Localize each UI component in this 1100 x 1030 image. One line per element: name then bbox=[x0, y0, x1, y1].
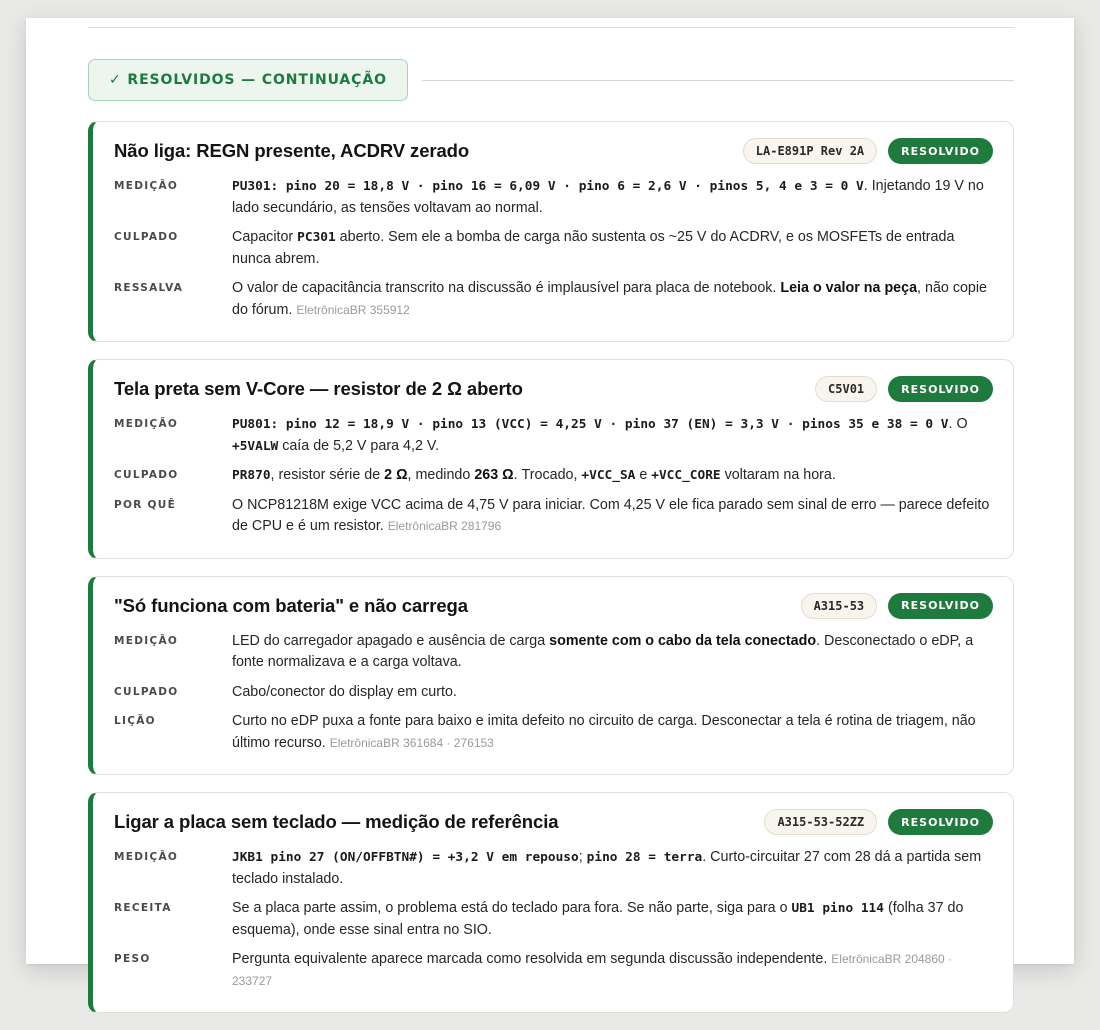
body-text: , medindo bbox=[407, 467, 475, 483]
body-text: caía de 5,2 V para 4,2 V. bbox=[278, 437, 440, 454]
field-text bbox=[232, 227, 993, 270]
field-text bbox=[232, 176, 993, 219]
case-card-header bbox=[114, 376, 993, 402]
measurement-code: UB1 pino 114 bbox=[791, 901, 884, 916]
status-badge: RESOLVIDO bbox=[888, 809, 993, 835]
case-field-row bbox=[114, 898, 993, 941]
case-field-row bbox=[114, 847, 993, 890]
body-text: O NCP81218M exige VCC acima de 4,75 V para iniciar. Com 4,25 V ele fica parado sem sinal de erro — parece defeito de CPU e é um resistor. bbox=[232, 496, 990, 534]
section-title: ✓ RESOLVIDOS — CONTINUAÇÃO bbox=[88, 59, 408, 101]
case-card-header bbox=[114, 138, 993, 164]
case-card bbox=[88, 792, 1014, 1013]
field-text bbox=[232, 682, 993, 704]
status-badge: RESOLVIDO bbox=[888, 593, 993, 619]
field-label: MEDIÇÃO bbox=[114, 418, 179, 430]
section-header bbox=[88, 59, 1014, 101]
emphasis-text: 2 Ω bbox=[384, 467, 408, 483]
case-title: Ligar a placa sem teclado — medição de referência bbox=[114, 811, 559, 832]
body-text: (folha 37 do esquema), onde esse sinal entra no SIO. bbox=[232, 900, 964, 938]
case-card-header bbox=[114, 809, 993, 835]
body-text: ; bbox=[578, 849, 587, 865]
top-divider bbox=[88, 27, 1014, 28]
field-label: MEDIÇÃO bbox=[114, 634, 179, 647]
field-text bbox=[232, 278, 993, 321]
case-field-row bbox=[114, 949, 993, 992]
case-list bbox=[88, 121, 1014, 1030]
field-text bbox=[232, 847, 993, 890]
board-model-badge: A315-53-52ZZ bbox=[764, 809, 877, 835]
measurement-code: PU801: pino 12 = 18,9 V · pino 13 (VCC) = 4,25 V · pino 37 (EN) = 3,3 V · pinos 35 e 38 = 0 V bbox=[232, 417, 949, 432]
field-text bbox=[232, 711, 993, 754]
body-text: . Curto-circuitar 27 com 28 dá a partida sem teclado instalado. bbox=[232, 849, 982, 887]
field-text bbox=[232, 949, 993, 992]
case-card bbox=[88, 121, 1014, 342]
field-label: CULPADO bbox=[114, 685, 179, 698]
field-label: MEDIÇÃO bbox=[114, 851, 179, 863]
measurement-code: +VCC_CORE bbox=[651, 468, 721, 483]
body-text: LED do carregador apagado e ausência de carga bbox=[232, 632, 550, 649]
case-field-row bbox=[114, 711, 993, 754]
source-reference: EletrônicaBR 204860 · 233727 bbox=[232, 952, 953, 988]
case-field-row bbox=[114, 176, 993, 219]
source-reference: EletrônicaBR 355912 bbox=[296, 302, 410, 317]
body-text: . O bbox=[948, 416, 968, 432]
case-field-row bbox=[114, 682, 993, 704]
body-text: Curto no eDP puxa a fonte para baixo e imita defeito no circuito de carga. Desconectar a tela é rotina de triagem, não último recurso. bbox=[232, 713, 976, 751]
measurement-code: PR870 bbox=[232, 468, 271, 483]
field-text bbox=[232, 631, 993, 674]
measurement-code: PC301 bbox=[297, 230, 336, 245]
board-model-badge: LA-E891P Rev 2A bbox=[743, 138, 877, 164]
case-field-row bbox=[114, 227, 993, 270]
source-reference: EletrônicaBR 361684 · 276153 bbox=[329, 735, 494, 750]
body-text: . Trocado, bbox=[513, 467, 582, 483]
case-field-row bbox=[114, 278, 993, 321]
body-text: . Injetando 19 V no lado secundário, as tensões voltavam ao normal. bbox=[232, 178, 984, 216]
field-text bbox=[232, 898, 993, 941]
body-text: voltaram na hora. bbox=[720, 467, 836, 483]
board-model-badge: A315-53 bbox=[801, 593, 878, 619]
case-card-header bbox=[114, 593, 993, 619]
body-text: Pergunta equivalente aparece marcada como resolvida em segunda discussão independente. bbox=[232, 951, 832, 967]
case-field-row bbox=[114, 495, 993, 538]
measurement-code: JKB1 pino 27 (ON/OFFBTN#) = +3,2 V em repouso bbox=[232, 850, 579, 865]
field-label: RECEITA bbox=[114, 902, 172, 914]
board-model-badge: C5V01 bbox=[815, 376, 877, 402]
field-label: LIÇÃO bbox=[114, 715, 156, 727]
emphasis-text: Leia o valor na peça bbox=[780, 280, 918, 296]
emphasis-text: somente com o cabo da tela conectado bbox=[549, 632, 817, 649]
body-text: Se a placa parte assim, o problema está do teclado para fora. Se não parte, siga para o bbox=[232, 900, 792, 916]
field-text bbox=[232, 465, 993, 487]
measurement-code: pino 28 = terra bbox=[586, 850, 703, 865]
measurement-code: +5VALW bbox=[232, 438, 279, 454]
body-text: , resistor série de bbox=[270, 467, 385, 483]
measurement-code: PU301: pino 20 = 18,8 V · pino 16 = 6,09 V · pino 6 = 2,6 V · pinos 5, 4 e 3 = 0 V bbox=[232, 179, 864, 194]
body-text: e bbox=[635, 467, 652, 483]
case-field-row bbox=[114, 414, 993, 457]
status-badge: RESOLVIDO bbox=[888, 138, 993, 164]
body-text: , não copie do fórum. bbox=[232, 280, 987, 318]
field-label: POR QUÊ bbox=[114, 498, 177, 511]
section-divider bbox=[422, 80, 1014, 81]
field-label: RESSALVA bbox=[114, 282, 184, 294]
body-text: Cabo/conector do display em curto. bbox=[232, 683, 457, 700]
body-text: Capacitor bbox=[232, 229, 298, 245]
source-reference: EletrônicaBR 281796 bbox=[387, 519, 502, 533]
field-label: CULPADO bbox=[114, 469, 179, 481]
field-label: PESO bbox=[114, 953, 151, 965]
body-text: aberto. Sem ele a bomba de carga não sustenta os ~25 V do ACDRV, e os MOSFETs de entrada nunca abrem. bbox=[232, 229, 955, 267]
case-title: Não liga: REGN presente, ACDRV zerado bbox=[114, 140, 470, 161]
case-card bbox=[88, 576, 1014, 776]
field-label: CULPADO bbox=[114, 231, 179, 243]
case-field-row bbox=[114, 631, 993, 674]
case-field-row bbox=[114, 465, 993, 487]
field-text bbox=[232, 495, 993, 538]
emphasis-text: 263 Ω bbox=[474, 467, 514, 483]
case-card bbox=[88, 359, 1014, 559]
body-text: O valor de capacitância transcrito na discussão é implausível para placa de notebook. bbox=[232, 280, 781, 296]
case-title: "Só funciona com bateria" e não carrega bbox=[114, 594, 468, 616]
body-text: . Desconectado o eDP, a fonte normalizava e a carga voltava. bbox=[232, 632, 974, 670]
field-text bbox=[232, 414, 993, 457]
case-title: Tela preta sem V-Core — resistor de 2 Ω aberto bbox=[114, 378, 523, 399]
document-page bbox=[26, 18, 1074, 988]
status-badge: RESOLVIDO bbox=[888, 376, 993, 402]
measurement-code: +VCC_SA bbox=[581, 468, 636, 483]
field-label: MEDIÇÃO bbox=[114, 180, 179, 192]
